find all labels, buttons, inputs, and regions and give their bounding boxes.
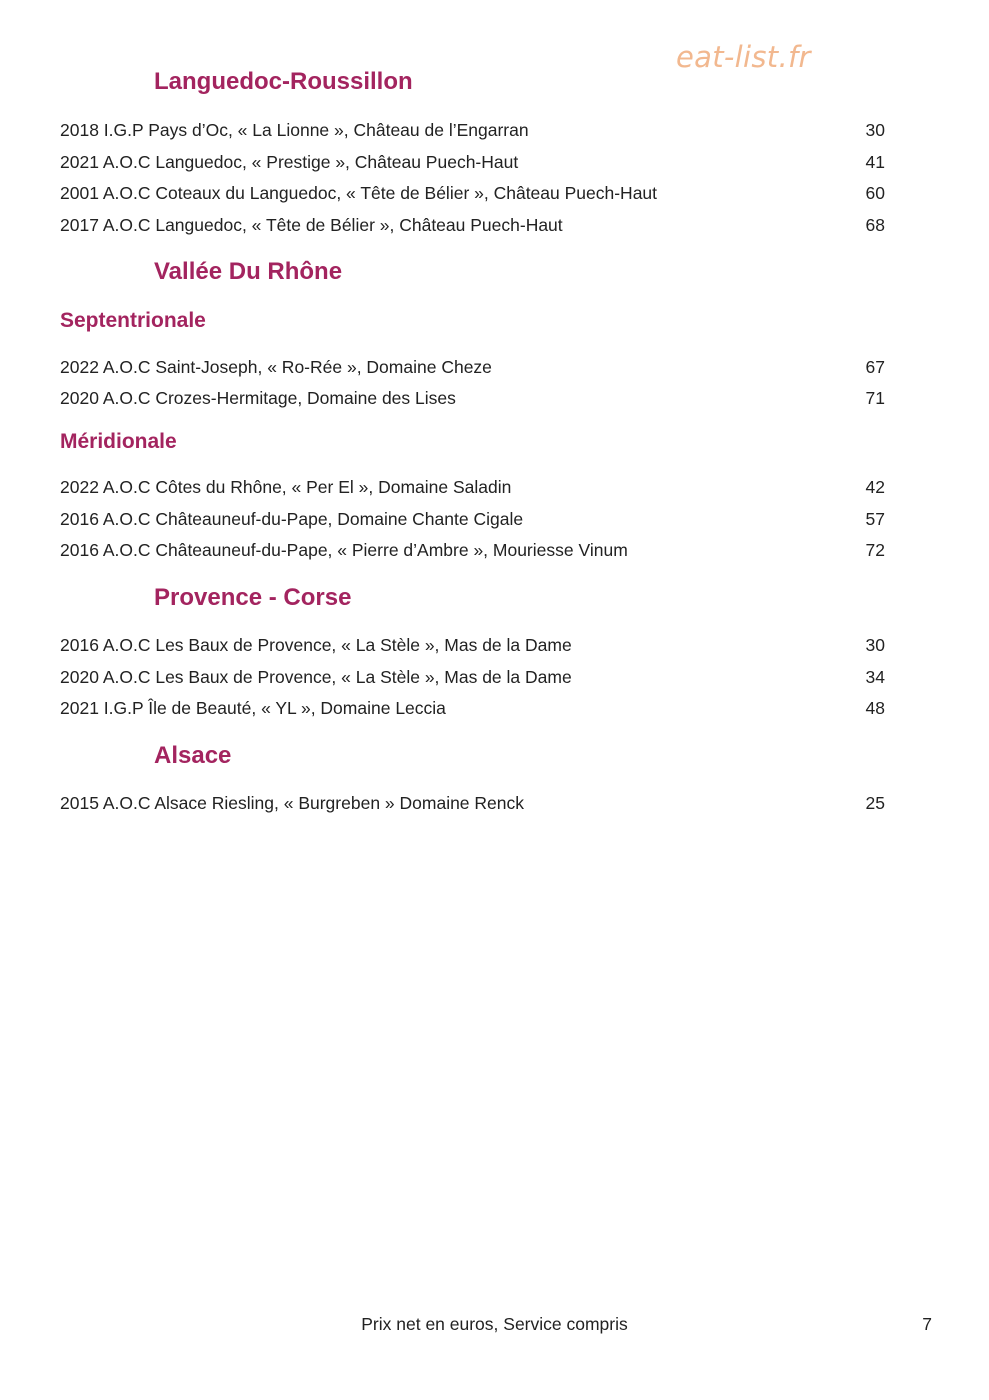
wine-name: 2021 I.G.P Île de Beauté, « YL », Domaine Leccia: [60, 697, 446, 718]
wine-row: [60, 538, 885, 562]
wine-name: 2015 A.O.C Alsace Riesling, « Burgreben » Domaine Renck: [60, 792, 525, 813]
wine-row: [60, 118, 885, 142]
wine-price: 41: [865, 151, 885, 172]
wine-price: 71: [865, 387, 885, 408]
wine-name: 2001 A.O.C Coteaux du Languedoc, « Tête de Bélier », Château Puech-Haut: [60, 182, 658, 203]
wine-row: [60, 791, 885, 815]
wine-name: 2018 I.G.P Pays d’Oc, « La Lionne », Château de l’Engarran: [60, 119, 529, 140]
wine-price: 42: [865, 476, 885, 497]
wine-name: 2020 A.O.C Crozes-Hermitage, Domaine des Lises: [60, 387, 456, 408]
wine-name: 2016 A.O.C Les Baux de Provence, « La Stèle », Mas de la Dame: [60, 634, 572, 655]
wine-price: 30: [865, 119, 885, 140]
wine-name: 2016 A.O.C Châteauneuf-du-Pape, « Pierre d’Ambre », Mouriesse Vinum: [60, 539, 628, 560]
wine-row: [60, 665, 885, 689]
section-title-rhone: Vallée Du Rhône: [154, 258, 343, 285]
wine-price: 30: [865, 634, 885, 655]
page-number: 7: [922, 1314, 932, 1334]
wine-price: 72: [865, 539, 885, 560]
watermark: eat-list.fr: [676, 40, 811, 74]
wine-price: 67: [865, 356, 885, 377]
wine-name: 2017 A.O.C Languedoc, « Tête de Bélier », Château Puech-Haut: [60, 214, 563, 235]
wine-row: [60, 355, 885, 379]
wine-row: [60, 696, 885, 720]
wine-row: [60, 507, 885, 531]
wine-price: 25: [865, 792, 885, 813]
wine-name: 2022 A.O.C Saint-Joseph, « Ro-Rée », Domaine Cheze: [60, 356, 492, 377]
wine-row: [60, 181, 885, 205]
wine-price: 48: [865, 697, 885, 718]
wine-price: 57: [865, 508, 885, 529]
wine-row: [60, 150, 885, 174]
wine-price: 60: [865, 182, 885, 203]
wine-row: [60, 213, 885, 237]
subsection-title-septentrionale: Septentrionale: [60, 309, 206, 332]
wine-name: 2021 A.O.C Languedoc, « Prestige », Château Puech-Haut: [60, 151, 519, 172]
wine-row: [60, 633, 885, 657]
wine-price: 68: [865, 214, 885, 235]
section-title-languedoc: Languedoc-Roussillon: [154, 68, 413, 95]
wine-name: 2020 A.O.C Les Baux de Provence, « La Stèle », Mas de la Dame: [60, 666, 572, 687]
wine-row: [60, 386, 885, 410]
wine-price: 34: [865, 666, 885, 687]
section-title-provence: Provence - Corse: [154, 584, 352, 611]
wine-name: 2016 A.O.C Châteauneuf-du-Pape, Domaine Chante Cigale: [60, 508, 524, 529]
footer-note: Prix net en euros, Service compris: [361, 1314, 628, 1334]
section-title-alsace: Alsace: [154, 742, 232, 769]
subsection-title-meridionale: Méridionale: [60, 430, 177, 453]
wine-row: [60, 475, 885, 499]
wine-name: 2022 A.O.C Côtes du Rhône, « Per El », Domaine Saladin: [60, 476, 512, 497]
